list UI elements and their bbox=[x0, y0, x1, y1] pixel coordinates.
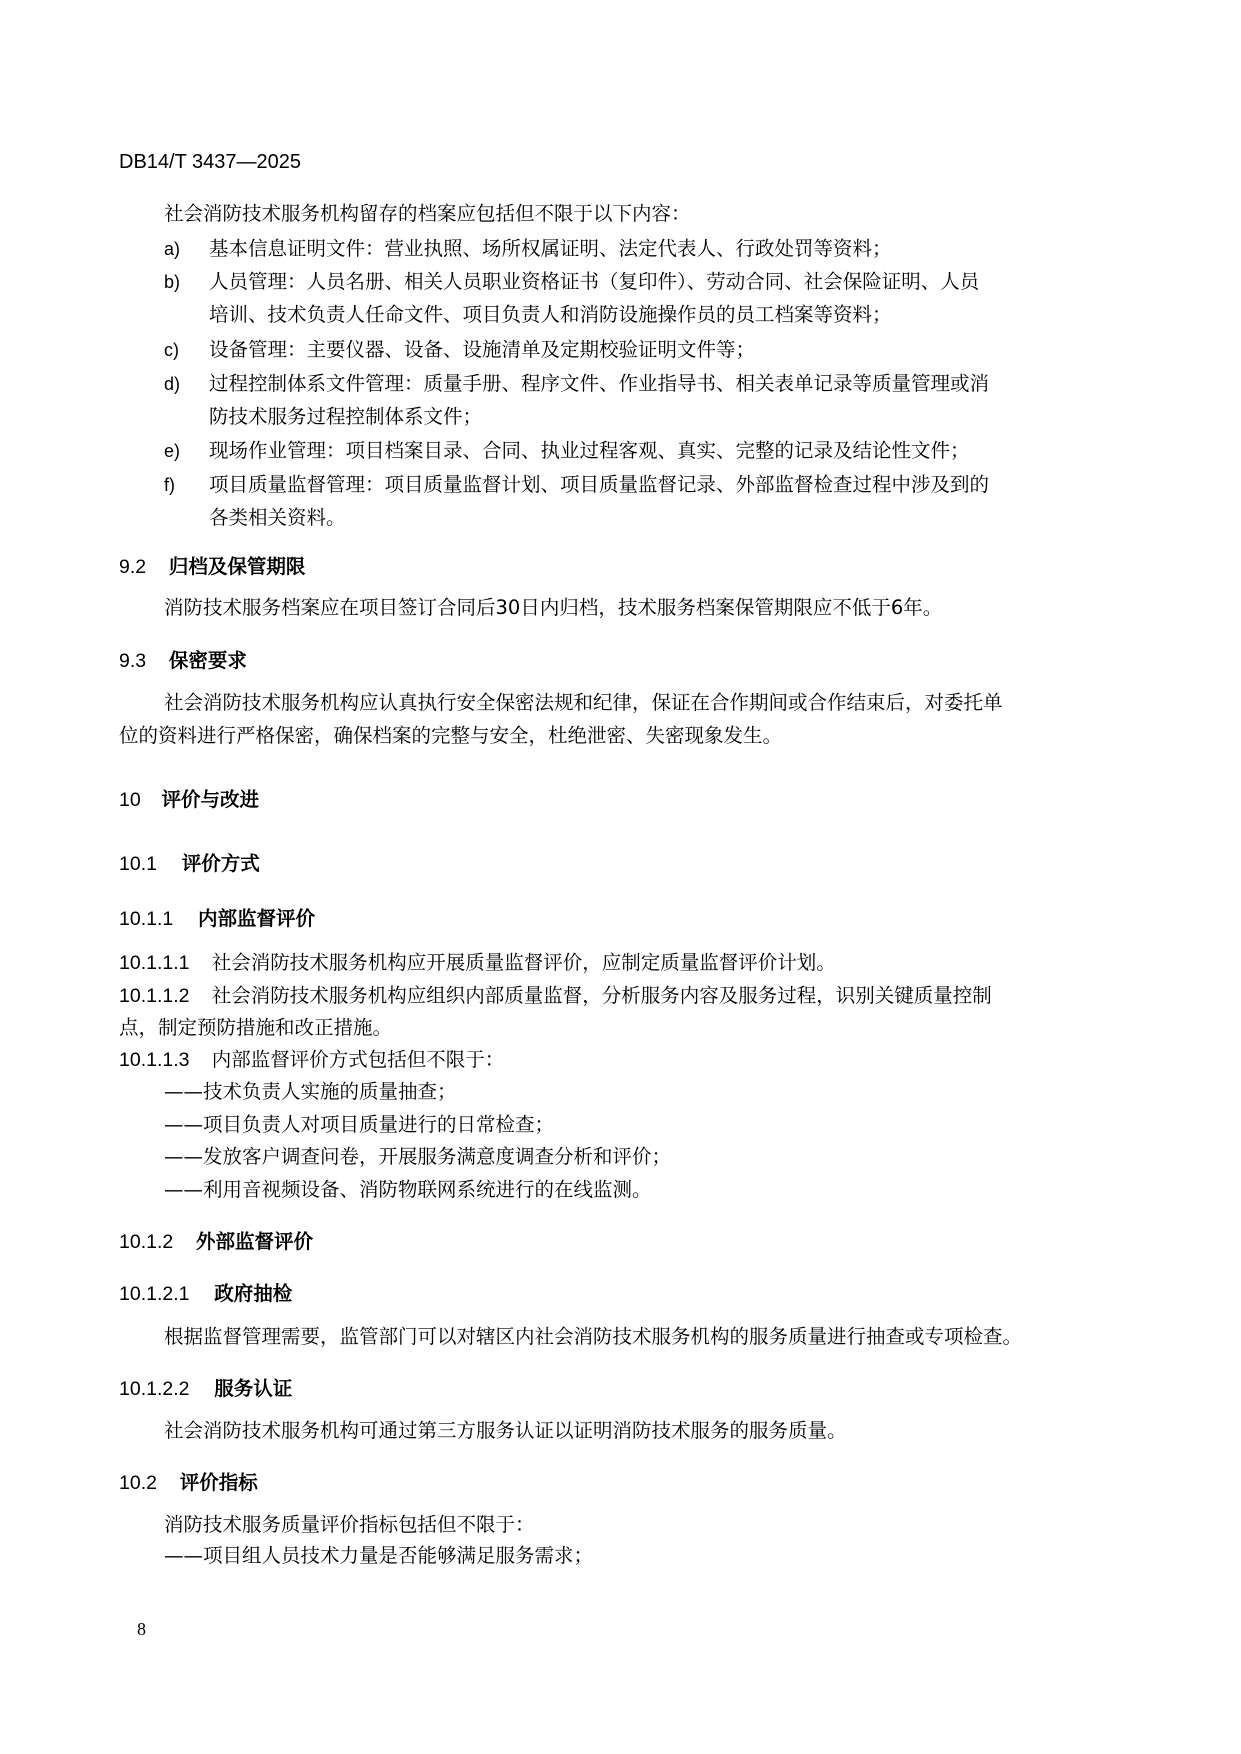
list-label: b) bbox=[164, 272, 181, 292]
section-heading-9-2 bbox=[119, 551, 305, 579]
clause-10-1-1-3 bbox=[119, 1043, 504, 1077]
dash-item: ——技术负责人实施的质量抽查； bbox=[164, 1080, 457, 1103]
section-number: 10.1.2.2 bbox=[119, 1378, 190, 1400]
evaluation-indicators-intro: 消防技术服务质量评价指标包括但不限于： bbox=[164, 1513, 535, 1536]
section-title: 政府抽检 bbox=[214, 1282, 293, 1305]
section-heading-10-1-2 bbox=[119, 1226, 313, 1254]
section-number: 10.1.2 bbox=[119, 1231, 174, 1253]
section-heading-10-2 bbox=[119, 1467, 258, 1495]
section-number: 9.3 bbox=[119, 650, 147, 672]
clause-10-1-1-2 bbox=[119, 979, 992, 1013]
clause-text: 社会消防技术服务机构应组织内部质量监督，分析服务内容及服务过程，识别关键质量控制 bbox=[211, 984, 992, 1007]
document-code: DB14/T 3437—2025 bbox=[119, 151, 301, 173]
list-text: 过程控制体系文件管理：质量手册、程序文件、作业指导书、相关表单记录等质量管理或消 bbox=[209, 372, 990, 395]
confidentiality-body-line2: 位的资料进行严格保密，确保档案的完整与安全，杜绝泄密、失密现象发生。 bbox=[119, 724, 783, 747]
section-title: 评价方式 bbox=[181, 852, 260, 875]
list-text: 基本信息证明文件：营业执照、场所权属证明、法定代表人、行政处罚等资料； bbox=[209, 237, 892, 260]
section-heading-10-1-2-1 bbox=[119, 1278, 292, 1306]
archiving-body: 消防技术服务档案应在项目签订合同后30日内归档，技术服务档案保管期限应不低于6年。 bbox=[164, 596, 943, 619]
list-text: 人员管理：人员名册、相关人员职业资格证书（复印件）、劳动合同、社会保险证明、人员 bbox=[209, 270, 980, 293]
list-text: 培训、技术负责人任命文件、项目负责人和消防设施操作员的员工档案等资料； bbox=[209, 303, 892, 326]
section-heading-10-1 bbox=[119, 848, 260, 876]
section-number: 9.2 bbox=[119, 556, 147, 578]
section-title: 评价指标 bbox=[179, 1471, 258, 1494]
archive-intro: 社会消防技术服务机构留存的档案应包括但不限于以下内容： bbox=[164, 202, 691, 225]
clause-10-1-1-2-cont: 点，制定预防措施和改正措施。 bbox=[119, 1016, 393, 1039]
section-title: 内部监督评价 bbox=[198, 907, 316, 930]
dash-item: ——发放客户调查问卷，开展服务满意度调查分析和评价； bbox=[164, 1145, 672, 1168]
list-text: 各类相关资料。 bbox=[209, 506, 346, 529]
list-text: 现场作业管理：项目档案目录、合同、执业过程客观、真实、完整的记录及结论性文件； bbox=[209, 439, 970, 462]
section-number: 10.2 bbox=[119, 1472, 157, 1494]
clause-10-1-1-1 bbox=[119, 946, 836, 980]
list-label: d) bbox=[164, 374, 181, 394]
government-inspection-body: 根据监督管理需要，监管部门可以对辖区内社会消防技术服务机构的服务质量进行抽查或专项检查。 bbox=[164, 1325, 1023, 1348]
section-title: 服务认证 bbox=[214, 1377, 293, 1400]
section-title: 外部监督评价 bbox=[196, 1230, 314, 1253]
section-heading-10-1-2-2 bbox=[119, 1373, 292, 1401]
section-title: 保密要求 bbox=[168, 649, 247, 672]
list-label: f) bbox=[164, 475, 175, 495]
section-heading-9-3 bbox=[119, 645, 247, 673]
clause-number: 10.1.1.1 bbox=[119, 952, 190, 974]
page-number: 8 bbox=[137, 1619, 146, 1639]
dash-item: ——项目负责人对项目质量进行的日常检查； bbox=[164, 1113, 555, 1136]
list-text: 设备管理：主要仪器、设备、设施清单及定期校验证明文件等； bbox=[209, 338, 756, 361]
list-label: e) bbox=[164, 441, 181, 461]
dash-item: ——项目组人员技术力量是否能够满足服务需求； bbox=[164, 1544, 594, 1567]
section-number: 10.1 bbox=[119, 853, 157, 875]
dash-item: ——利用音视频设备、消防物联网系统进行的在线监测。 bbox=[164, 1178, 652, 1201]
section-number: 10.1.1 bbox=[119, 908, 174, 930]
section-number: 10 bbox=[119, 789, 141, 811]
clause-text: 内部监督评价方式包括但不限于： bbox=[211, 1048, 505, 1071]
list-label: a) bbox=[164, 239, 181, 259]
confidentiality-body-line1: 社会消防技术服务机构应认真执行安全保密法规和纪律，保证在合作期间或合作结束后，对委托单 bbox=[164, 691, 1003, 714]
section-title: 评价与改进 bbox=[161, 788, 260, 811]
list-label: c) bbox=[164, 340, 179, 360]
clause-number: 10.1.1.3 bbox=[119, 1049, 190, 1071]
section-title: 归档及保管期限 bbox=[168, 555, 306, 578]
clause-text: 社会消防技术服务机构应开展质量监督评价，应制定质量监督评价计划。 bbox=[211, 951, 836, 974]
list-text: 项目质量监督管理：项目质量监督计划、项目质量监督记录、外部监督检查过程中涉及到的 bbox=[209, 473, 990, 496]
section-number: 10.1.2.1 bbox=[119, 1283, 190, 1305]
section-heading-10-1-1 bbox=[119, 903, 315, 931]
list-text: 防技术服务过程控制体系文件； bbox=[209, 405, 483, 428]
clause-number: 10.1.1.2 bbox=[119, 985, 190, 1007]
chapter-heading-10 bbox=[119, 784, 259, 812]
service-certification-body: 社会消防技术服务机构可通过第三方服务认证以证明消防技术服务的服务质量。 bbox=[164, 1419, 847, 1442]
